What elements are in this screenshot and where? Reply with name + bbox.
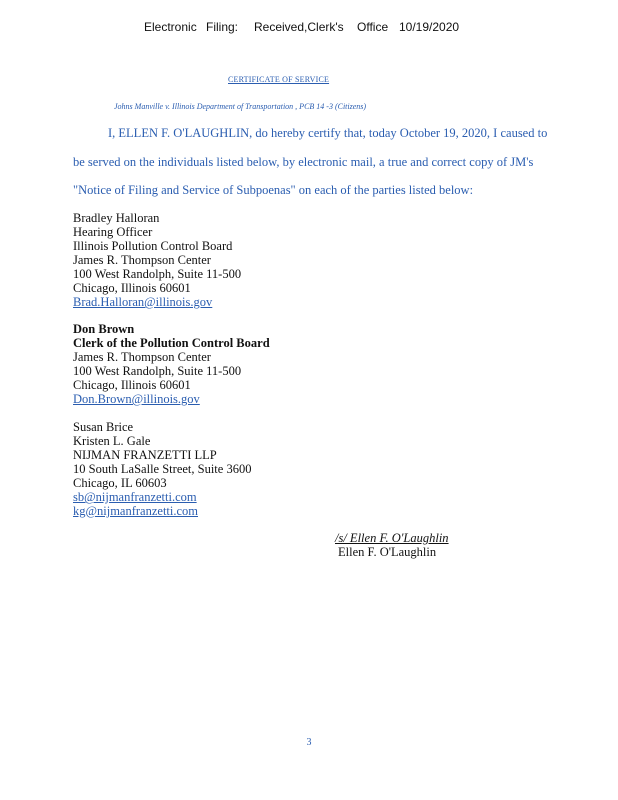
email-link[interactable]: Brad.Halloran@illinois.gov — [73, 295, 213, 309]
signature-name: Ellen F. O'Laughlin — [338, 545, 437, 559]
recipient-line: Kristen L. Gale — [73, 434, 151, 448]
header-office: Office — [357, 20, 389, 34]
recipient-brown — [73, 322, 270, 406]
recipient-line: Susan Brice — [73, 420, 134, 434]
body-line-3: "Notice of Filing and Service of Subpoenas" on each of the parties listed below: — [73, 183, 474, 197]
recipient-line: Hearing Officer — [73, 225, 153, 239]
page-number: 3 — [306, 737, 312, 748]
recipient-line: Chicago, Illinois 60601 — [73, 281, 191, 295]
recipient-line: Illinois Pollution Control Board — [73, 239, 233, 253]
certificate-title: CERTIFICATE OF SERVICE — [228, 75, 330, 84]
header-electronic: Electronic — [144, 20, 197, 34]
header-received-clerks: Received,Clerk's — [254, 20, 344, 34]
recipient-line: Chicago, IL 60603 — [73, 476, 167, 490]
recipient-nijman — [73, 420, 251, 518]
header-date: 10/19/2020 — [399, 20, 460, 34]
body-line-1: I, ELLEN F. O'LAUGHLIN, do hereby certify that, today October 19, 2020, I caused to — [108, 126, 548, 140]
email-link[interactable]: Don.Brown@illinois.gov — [73, 392, 200, 406]
recipient-line: 100 West Randolph, Suite 11-500 — [73, 267, 242, 281]
recipient-line: NIJMAN FRANZETTI LLP — [73, 448, 217, 462]
body-line-2: be served on the individuals listed below, by electronic mail, a true and correct copy of JM's — [73, 155, 534, 169]
recipient-halloran — [73, 211, 241, 309]
recipient-line: 100 West Randolph, Suite 11-500 — [73, 364, 242, 378]
recipient-line: 10 South LaSalle Street, Suite 3600 — [73, 462, 252, 476]
signature-slash: /s/ Ellen F. O'Laughlin — [335, 531, 449, 545]
recipient-line: Clerk of the Pollution Control Board — [73, 336, 270, 350]
case-caption: Johns Manville v. Illinois Department of Transportation , PCB 14 -3 (Citizens) — [114, 102, 367, 111]
recipient-line: Chicago, Illinois 60601 — [73, 378, 191, 392]
email-link[interactable]: sb@nijmanfranzetti.com — [73, 490, 197, 504]
email-link[interactable]: kg@nijmanfranzetti.com — [73, 504, 199, 518]
recipient-line: Bradley Halloran — [73, 211, 160, 225]
recipient-line: James R. Thompson Center — [73, 253, 211, 267]
header-filing: Filing: — [206, 20, 239, 34]
signature-block — [335, 531, 449, 559]
recipient-line: Don Brown — [73, 322, 135, 336]
recipient-line: James R. Thompson Center — [73, 350, 211, 364]
